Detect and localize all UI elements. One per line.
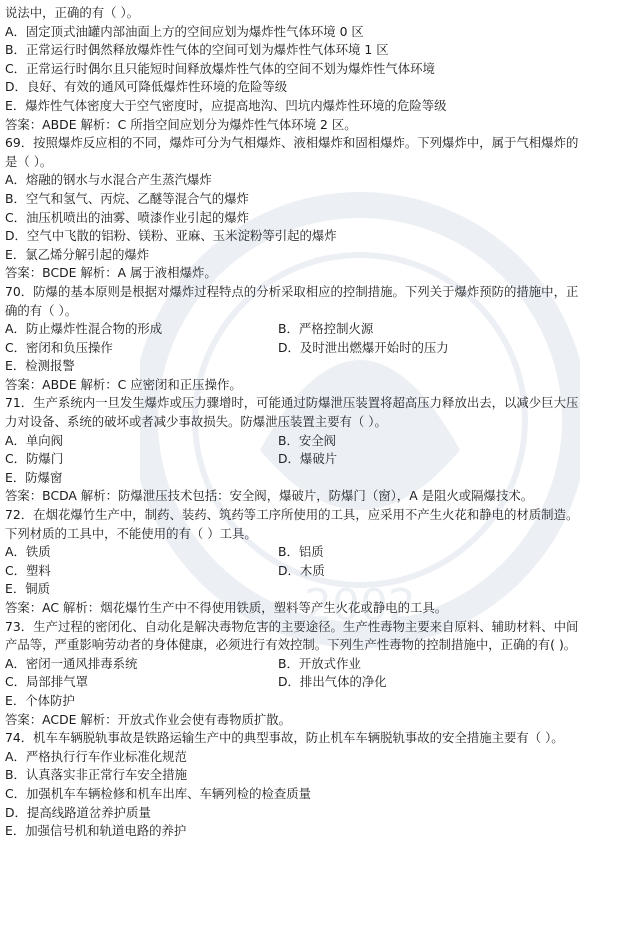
text-line: 70．防爆的基本原则是根据对爆炸过程特点的分析采取相应的控制措施。下列关于爆炸预防的措施中，正: [5, 283, 579, 299]
text-line: C．油压机喷出的油雾、喷漆作业引起的爆炸: [5, 209, 250, 225]
text-line: 答案：BCDE 解析：A 属于液相爆炸。: [5, 265, 217, 281]
text-line: C．加强机车车辆检修和机车出库、车辆列检的检查质量: [5, 785, 312, 801]
option-row: [5, 339, 636, 358]
text-line: A．熔融的钢水与水混合产生蒸汽爆炸: [5, 172, 212, 188]
option-left: C．防爆门: [5, 451, 64, 467]
text-line: A．固定顶式油罐内部油面上方的空间应划为爆炸性气体环境 0 区: [5, 23, 364, 39]
text-line: D．良好、有效的通风可降低爆炸性环境的危险等级: [5, 79, 288, 95]
text-line: 71．生产系统内一旦发生爆炸或压力骤增时，可能通过防爆泄压装置将超高压力释放出去，以减少巨大压: [5, 395, 579, 411]
option-right: B．开放式作业: [278, 655, 361, 671]
text-line: 答案：AC 解析：烟花爆竹生产中不得使用铁质，塑料等产生火花或静电的工具。: [5, 600, 448, 615]
watermark-year: 2002: [304, 580, 416, 631]
text-line: 是（ ）。: [5, 153, 53, 169]
text-line: E．防爆窗: [5, 469, 63, 485]
option-row: [5, 543, 636, 562]
text-line: D．空气中飞散的铝粉、镁粉、亚麻、玉米淀粉等引起的爆炸: [5, 228, 337, 244]
text-line: 答案：ABDE 解析：C 应密闭和正压操作。: [5, 376, 242, 392]
option-left: C．局部排气罩: [5, 674, 88, 690]
option-right: B．安全阀: [278, 432, 337, 448]
option-left: C．密闭和负压操作: [5, 339, 113, 355]
option-left: C．塑料: [5, 562, 51, 578]
text-line: 73．生产过程的密闭化、自动化是解决毒物危害的主要途径。生产性毒物主要来自原料、辅助材料、中间: [5, 618, 579, 634]
text-line: 力对设备、系统的破坏或者减少事故损失。防爆泄压装置主要有（ ）。: [5, 414, 387, 430]
option-right: B．严格控制火源: [278, 321, 374, 337]
text-line: 72．在烟花爆竹生产中，制药、装药、筑药等工序所使用的工具，应采用不产生火花和静电的材质制造。: [5, 507, 579, 523]
text-line: D．提高线路道岔养护质量: [5, 804, 151, 820]
text-line: B．认真落实非正常行车安全措施: [5, 767, 187, 783]
text-line: B．空气和氢气、丙烷、乙醚等混合气的爆炸: [5, 190, 249, 206]
option-left: A．铁质: [5, 544, 51, 560]
option-right: D．木质: [278, 562, 325, 578]
text-line: B．正常运行时偶然释放爆炸性气体的空间可划为爆炸性气体环境 1 区: [5, 42, 389, 58]
text-line: A．严格执行行车作业标准化规范: [5, 748, 187, 764]
option-row: [5, 320, 636, 339]
option-right: D．爆破片: [278, 451, 338, 467]
text-line: 69．按照爆炸反应相的不同，爆炸可分为气相爆炸、液相爆炸和固相爆炸。下列爆炸中，属于气相爆炸的: [5, 135, 579, 151]
text-line: 答案：ABDE 解析：C 所指空间应划分为爆炸性气体环境 2 区。: [5, 116, 357, 132]
document-text: [5, 4, 636, 841]
text-line: E．氯乙烯分解引起的爆炸: [5, 246, 150, 262]
option-right: D．及时泄出燃爆开始时的压力: [278, 339, 449, 355]
text-line: E．个体防护: [5, 692, 75, 708]
text-line: C．正常运行时偶尔且只能短时间释放爆炸性气体的空间不划为爆炸性气体环境: [5, 60, 435, 76]
option-right: D．排出气体的净化: [278, 674, 387, 690]
option-row: [5, 432, 636, 451]
text-line: 下列材质的工具中，不能使用的有（ ）工具。: [5, 525, 257, 541]
option-row: [5, 450, 636, 469]
option-left: A．单向阀: [5, 432, 64, 448]
text-line: E．加强信号机和轨道电路的养护: [5, 823, 187, 839]
text-line: E．爆炸性气体密度大于空气密度时，应提高地沟、凹坑内爆炸性环境的危险等级: [5, 97, 447, 113]
option-left: A．密闭一通风排毒系统: [5, 655, 138, 671]
option-row: [5, 562, 636, 581]
option-right: B．铝质: [278, 544, 324, 560]
option-left: A．防止爆炸性混合物的形成: [5, 321, 163, 337]
text-line: 答案：ACDE 解析：开放式作业会使有毒物质扩散。: [5, 711, 292, 727]
text-line: 74．机车车辆脱轨事故是铁路运输生产中的典型事故，防止机车车辆脱轨事故的安全措施主要有（ ）。: [5, 730, 564, 746]
text-line: 答案：BCDA 解析：防爆泄压技术包括：安全阀，爆破片，防爆门（窗），A 是阻火或隔爆技术。: [5, 488, 534, 504]
text-line: E．铜质: [5, 581, 51, 597]
text-line: 产品等，严重影响劳动者的身体健康，必须进行有效控制。下列生产性毒物的控制措施中，正确的有( )。: [5, 637, 577, 653]
text-line: 说法中，正确的有（ ）。: [5, 5, 140, 20]
option-row: [5, 655, 636, 674]
text-line: 确的有（ ）。: [5, 302, 78, 318]
text-line: E．检测报警: [5, 358, 75, 374]
option-row: [5, 673, 636, 692]
